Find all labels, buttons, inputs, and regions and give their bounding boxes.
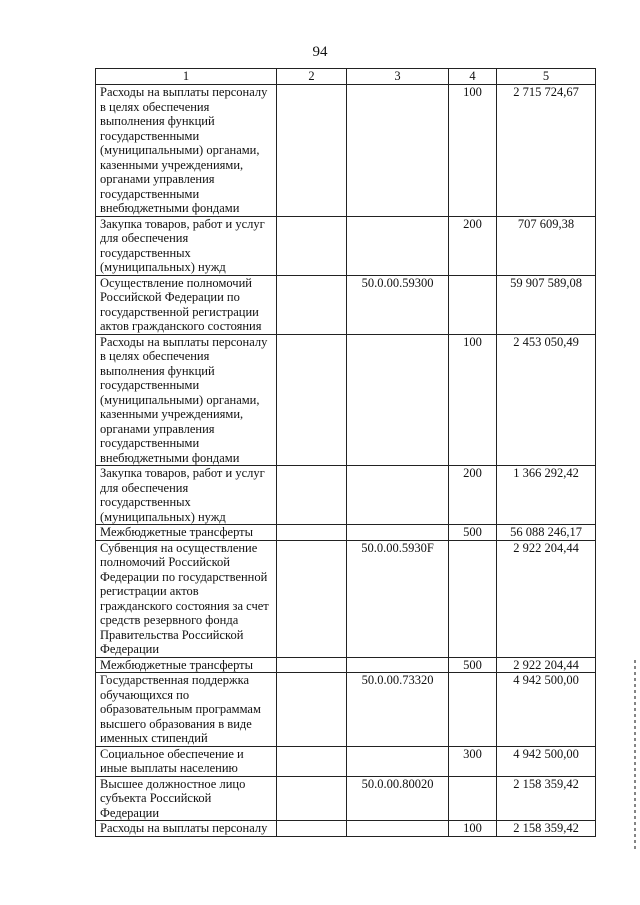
section-code	[277, 216, 347, 275]
section-code	[277, 525, 347, 541]
table-row	[96, 216, 596, 275]
scan-edge-mark	[634, 660, 636, 850]
table-row	[96, 821, 596, 837]
amount: 59 907 589,08	[497, 275, 596, 334]
section-code	[277, 821, 347, 837]
amount: 2 158 359,42	[497, 821, 596, 837]
expense-name: Субвенция на осуществление полномочий Российской Федерации по государственной регистрации актов гражданского состояния за счет средств резервного фонда Правительства Российской Федерации	[96, 540, 277, 657]
table-row	[96, 776, 596, 821]
target-article-code: 50.0.00.5930F	[347, 540, 449, 657]
table-row	[96, 85, 596, 217]
column-header-4: 4	[449, 69, 497, 85]
expense-type-code	[449, 540, 497, 657]
section-code	[277, 275, 347, 334]
expense-name: Расходы на выплаты персоналу	[96, 821, 277, 837]
expense-name: Социальное обеспечение и иные выплаты населению	[96, 746, 277, 776]
amount: 2 715 724,67	[497, 85, 596, 217]
table-row	[96, 657, 596, 673]
table-row	[96, 334, 596, 466]
column-header-2: 2	[277, 69, 347, 85]
budget-table	[95, 68, 596, 837]
target-article-code: 50.0.00.73320	[347, 673, 449, 747]
expense-type-code: 500	[449, 657, 497, 673]
table-row	[96, 540, 596, 657]
amount: 2 922 204,44	[497, 657, 596, 673]
expense-name: Высшее должностное лицо субъекта Российской Федерации	[96, 776, 277, 821]
expense-type-code: 200	[449, 216, 497, 275]
column-header-1: 1	[96, 69, 277, 85]
page-number: 94	[312, 44, 328, 60]
target-article-code	[347, 466, 449, 525]
expense-type-code: 100	[449, 821, 497, 837]
table-row	[96, 275, 596, 334]
amount: 56 088 246,17	[497, 525, 596, 541]
section-code	[277, 334, 347, 466]
section-code	[277, 776, 347, 821]
expense-type-code	[449, 673, 497, 747]
expense-name: Государственная поддержка обучающихся по образовательным программам высшего образования в виде именных стипендий	[96, 673, 277, 747]
amount: 2 453 050,49	[497, 334, 596, 466]
section-code	[277, 673, 347, 747]
target-article-code: 50.0.00.80020	[347, 776, 449, 821]
target-article-code	[347, 657, 449, 673]
column-header-5: 5	[497, 69, 596, 85]
expense-name: Межбюджетные трансферты	[96, 657, 277, 673]
section-code	[277, 657, 347, 673]
table-row	[96, 746, 596, 776]
table-row	[96, 466, 596, 525]
expense-name: Закупка товаров, работ и услуг для обеспечения государственных (муниципальных) нужд	[96, 216, 277, 275]
amount: 4 942 500,00	[497, 746, 596, 776]
target-article-code	[347, 216, 449, 275]
column-header-3: 3	[347, 69, 449, 85]
expense-name: Расходы на выплаты персоналу в целях обеспечения выполнения функций государственными (муниципальными) органами, казенными учреждениями, органами управления государственными внебюджетными фондами	[96, 85, 277, 217]
expense-type-code	[449, 776, 497, 821]
expense-type-code: 100	[449, 85, 497, 217]
target-article-code	[347, 821, 449, 837]
table-header-row	[96, 69, 596, 85]
target-article-code	[347, 746, 449, 776]
section-code	[277, 466, 347, 525]
amount: 707 609,38	[497, 216, 596, 275]
expense-name: Осуществление полномочий Российской Федерации по государственной регистрации актов гражданского состояния	[96, 275, 277, 334]
section-code	[277, 85, 347, 217]
target-article-code	[347, 85, 449, 217]
table-row	[96, 525, 596, 541]
target-article-code	[347, 334, 449, 466]
expense-name: Расходы на выплаты персоналу в целях обеспечения выполнения функций государственными (муниципальными) органами, казенными учреждениями, органами управления государственными внебюджетными фондами	[96, 334, 277, 466]
amount: 1 366 292,42	[497, 466, 596, 525]
amount: 2 158 359,42	[497, 776, 596, 821]
expense-type-code: 500	[449, 525, 497, 541]
target-article-code	[347, 525, 449, 541]
expense-type-code: 300	[449, 746, 497, 776]
amount: 2 922 204,44	[497, 540, 596, 657]
expense-type-code: 200	[449, 466, 497, 525]
amount: 4 942 500,00	[497, 673, 596, 747]
expense-type-code: 100	[449, 334, 497, 466]
table-row	[96, 673, 596, 747]
expense-name: Закупка товаров, работ и услуг для обеспечения государственных (муниципальных) нужд	[96, 466, 277, 525]
expense-name: Межбюджетные трансферты	[96, 525, 277, 541]
expense-type-code	[449, 275, 497, 334]
target-article-code: 50.0.00.59300	[347, 275, 449, 334]
section-code	[277, 746, 347, 776]
section-code	[277, 540, 347, 657]
